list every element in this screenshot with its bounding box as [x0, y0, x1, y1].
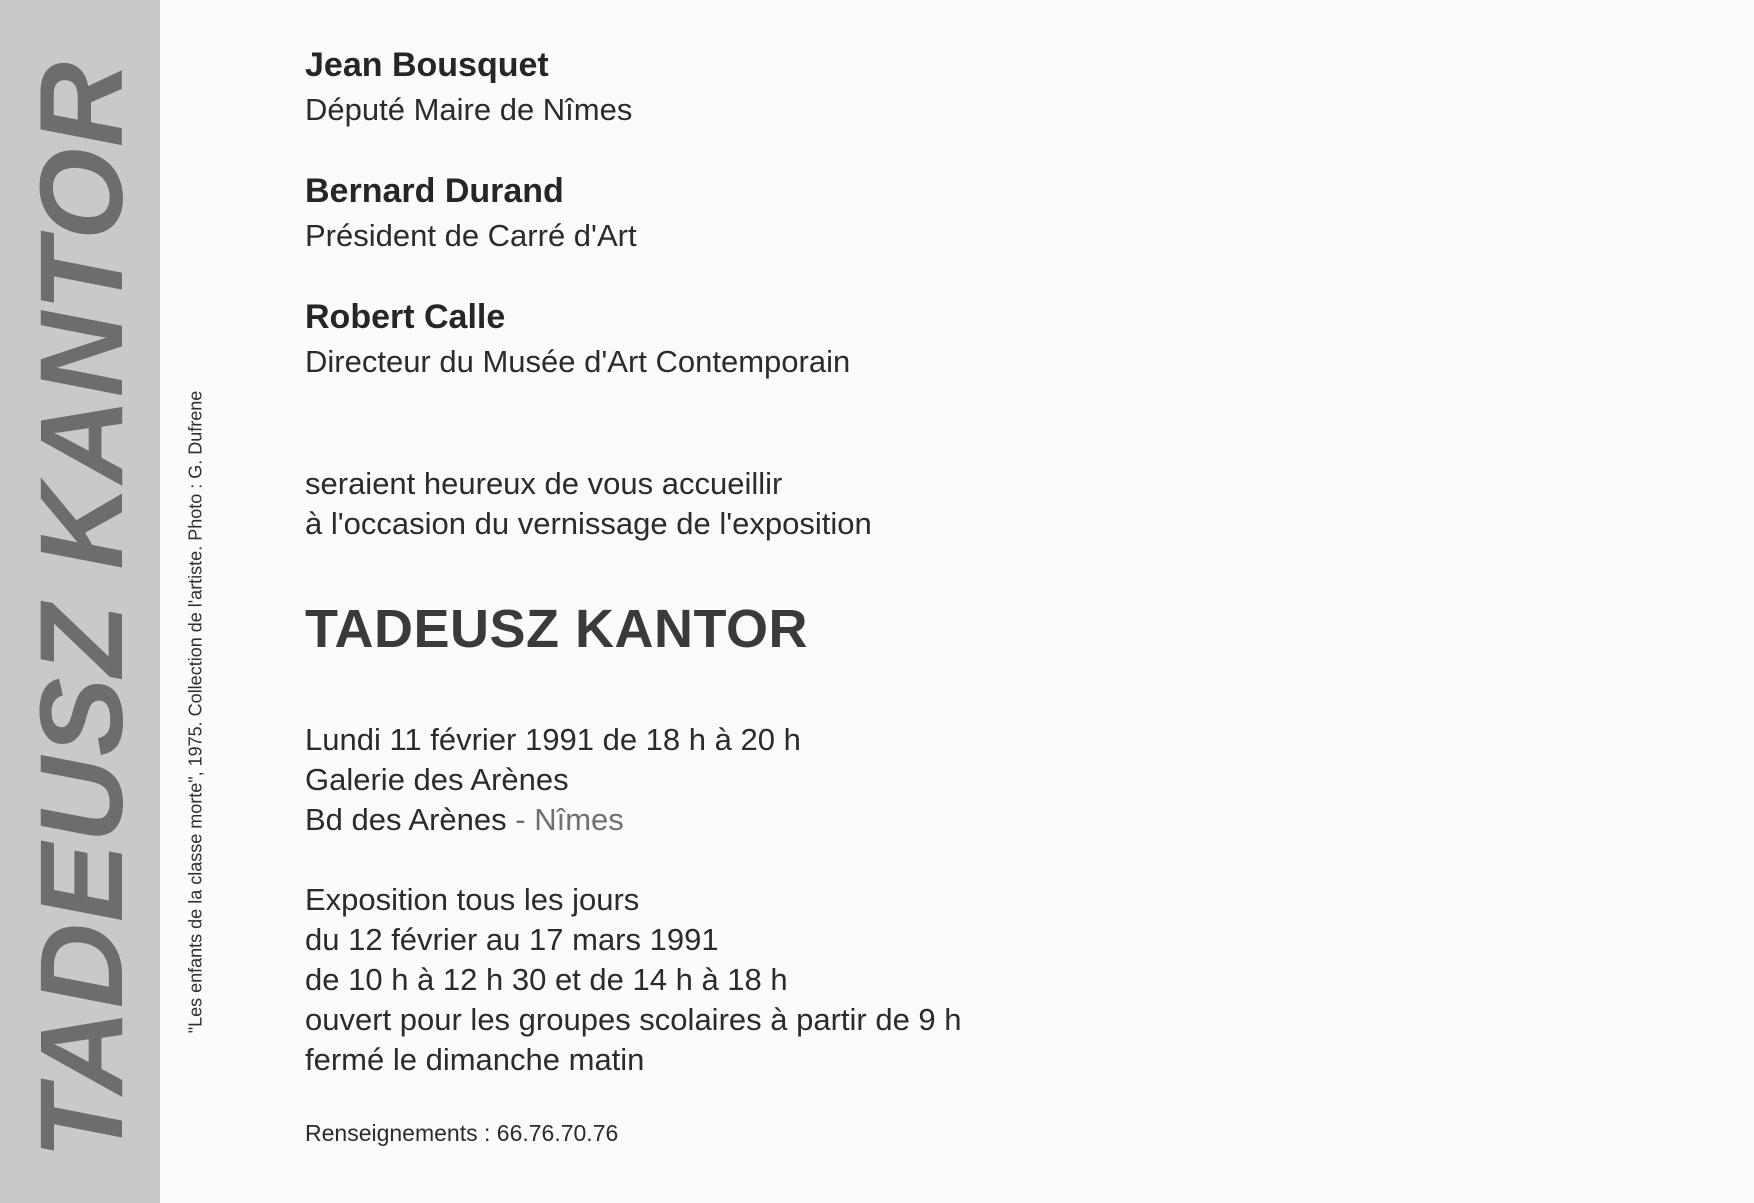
opening-venue: Galerie des Arènes [305, 762, 569, 797]
address-separator: - [506, 802, 535, 837]
address-city: Nîmes [534, 802, 624, 837]
opening-date-time: Lundi 11 février 1991 de 18 h à 20 h [305, 722, 801, 757]
opening-address [305, 802, 624, 838]
schedule-line-3: de 10 h à 12 h 30 et de 14 h à 18 h [305, 962, 788, 997]
host-name-1: Jean Bousquet [305, 46, 549, 84]
host-role-3: Directeur du Musée d'Art Contemporain [305, 344, 851, 379]
host-name-3: Robert Calle [305, 298, 506, 336]
side-vertical-title: TADEUSZ KANTOR [16, 61, 148, 1159]
address-street: Bd des Arènes [305, 802, 507, 837]
photo-credit: "Les enfants de la classe morte", 1975. Collection de l'artiste. Photo : G. Dufrene [185, 390, 206, 1034]
schedule-line-1: Exposition tous les jours [305, 882, 640, 917]
info-phone: Renseignements : 66.76.70.76 [305, 1120, 619, 1146]
host-role-1: Député Maire de Nîmes [305, 92, 633, 127]
host-name-2: Bernard Durand [305, 172, 564, 210]
schedule-line-2: du 12 février au 17 mars 1991 [305, 922, 719, 957]
invitation-line-2: à l'occasion du vernissage de l'exposition [305, 506, 872, 541]
exhibition-title: TADEUSZ KANTOR [305, 599, 808, 659]
schedule-line-5: fermé le dimanche matin [305, 1042, 645, 1077]
invitation-line-1: seraient heureux de vous accueillir [305, 466, 783, 501]
schedule-line-4: ouvert pour les groupes scolaires à partir de 9 h [305, 1002, 962, 1037]
host-role-2: Président de Carré d'Art [305, 218, 637, 253]
